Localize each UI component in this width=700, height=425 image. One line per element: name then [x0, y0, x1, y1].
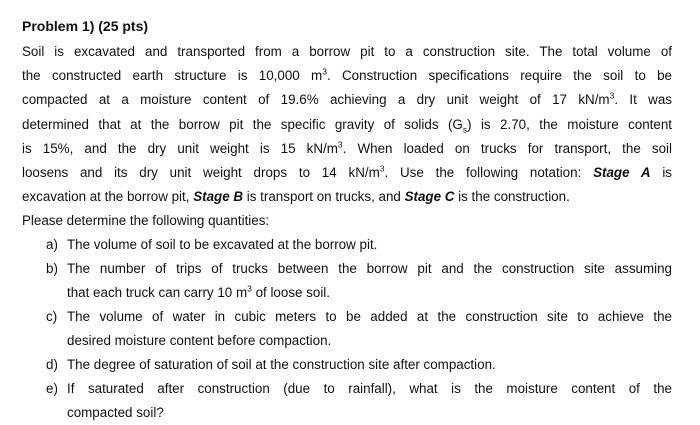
- statement-text: loosens and its dry unit weight drops to 14 kN/m: [22, 165, 380, 181]
- problem-title: Problem 1) (25 pts): [22, 18, 149, 34]
- statement-line-7: [22, 185, 672, 209]
- statement-text: Soil is excavated and transported from a borrow pit to a construction site. The total volume of: [22, 44, 672, 59]
- statement-line-6: [22, 161, 672, 185]
- question-text: If saturated after construction (due to rainfall), what is the moisture content of the: [67, 381, 672, 397]
- question-a: [22, 233, 672, 257]
- question-b: [22, 257, 672, 305]
- stage-label: Stage C: [404, 189, 455, 205]
- question-text: The volume of water in cubic meters to be added at the construction site to achieve the: [67, 309, 672, 325]
- statement-text: . Use the following notation:: [384, 165, 594, 181]
- statement-text: compacted at a moisture content of 19.6% achieving a dry unit weight of 17 kN/m: [22, 92, 610, 108]
- question-text-cont: desired moisture content before compaction.: [67, 333, 332, 349]
- statement-line-4: [22, 113, 672, 137]
- question-marker: a): [46, 237, 58, 253]
- question-marker: c): [46, 309, 58, 325]
- question-text: The degree of saturation of soil at the construction site after compaction.: [67, 357, 496, 373]
- statement-text: determined that at the borrow pit the specific gravity of solids (G: [22, 116, 463, 132]
- question-text: The volume of soil to be excavated at the borrow pit.: [67, 237, 378, 253]
- question-c: [22, 305, 672, 353]
- question-list: [22, 233, 672, 425]
- subscript: s: [462, 124, 468, 135]
- superscript: 3: [322, 66, 327, 77]
- statement-text: is 15%, and the dry unit weight is 15 kN/m: [22, 140, 338, 156]
- superscript: 3: [337, 139, 343, 150]
- questions-lead: Please determine the following quantities:: [22, 213, 270, 229]
- statement-line-1: [22, 40, 672, 64]
- stage-label: Stage A: [593, 165, 651, 181]
- question-text: that each truck can carry 10 m: [67, 285, 248, 301]
- statement-text: excavation at the borrow pit,: [22, 189, 194, 205]
- statement-text: . Construction specifications require the soil to be: [326, 68, 672, 84]
- question-text: of loose soil.: [251, 285, 330, 301]
- statement-text: . When loaded on trucks for transport, the soil: [342, 140, 672, 156]
- statement-text: ) is 2.70, the moisture content: [467, 116, 672, 132]
- statement-text: is transport on trucks, and: [243, 189, 405, 205]
- question-marker: b): [46, 261, 58, 277]
- question-text: The number of trips of trucks between the borrow pit and the construction site assuming: [67, 261, 672, 277]
- superscript: 3: [247, 283, 252, 294]
- question-marker: e): [46, 381, 58, 397]
- statement-text: is the construction.: [454, 189, 570, 205]
- statement-text: . It was: [614, 92, 672, 108]
- question-e: [22, 377, 672, 425]
- statement-line-3: [22, 88, 672, 112]
- problem-statement: [22, 40, 672, 209]
- question-d: [22, 353, 672, 377]
- question-text-cont: compacted soil?: [67, 405, 164, 421]
- question-marker: d): [46, 357, 58, 373]
- question-text-cont: [67, 281, 672, 305]
- stage-label: Stage B: [193, 189, 244, 205]
- superscript: 3: [609, 90, 615, 101]
- statement-text: the constructed earth structure is 10,000 m: [22, 68, 323, 84]
- statement-line-5: [22, 137, 672, 161]
- superscript: 3: [379, 163, 385, 174]
- statement-line-2: [22, 64, 672, 88]
- statement-text: is: [650, 165, 672, 181]
